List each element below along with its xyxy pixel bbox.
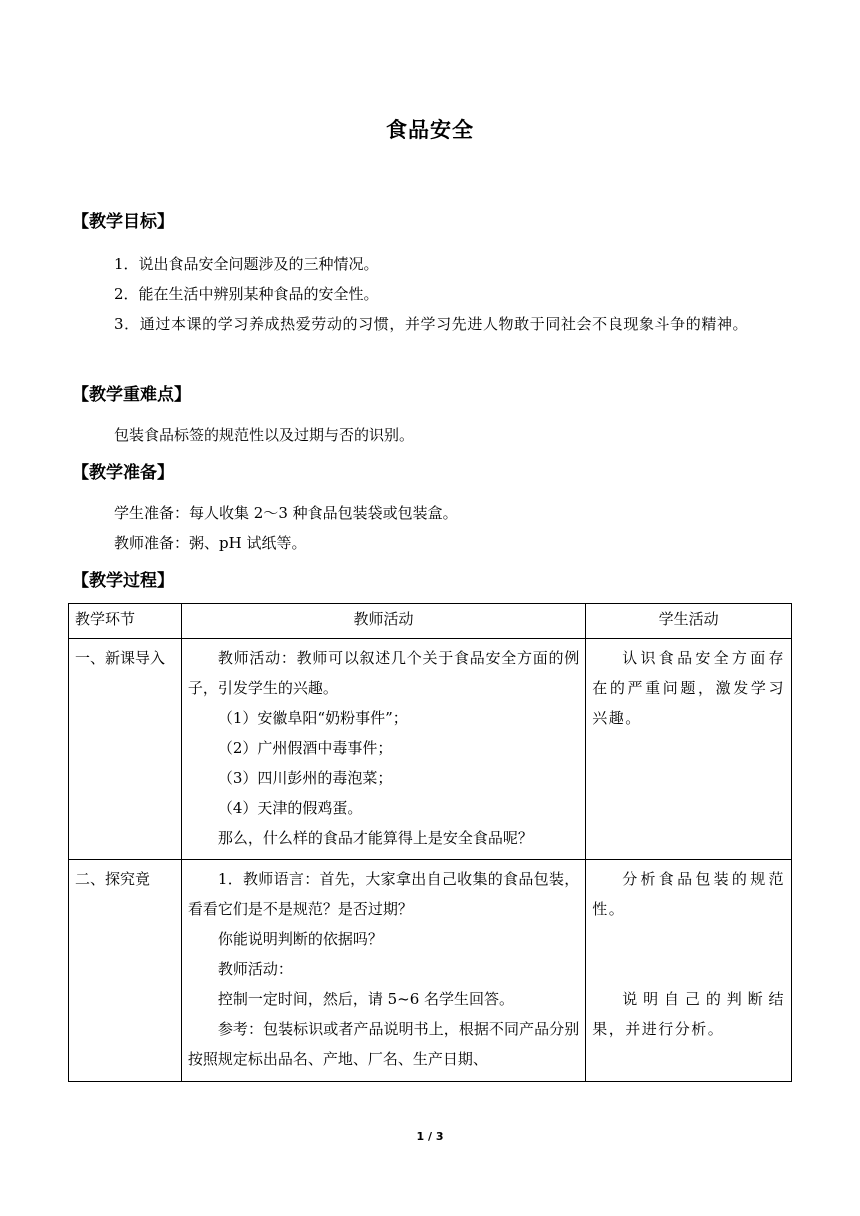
preparation-heading: 【教学准备】 [72, 463, 174, 483]
student-activity-line: 说明自己的判断结果，并进行分析。 [592, 990, 785, 1038]
objectives-list [72, 249, 788, 339]
process-table [68, 603, 792, 1082]
teacher-activity-line: 教师活动：教师可以叙述几个关于食品安全方面的例子，引发学生的兴趣。 [187, 649, 580, 697]
teacher-activity-line: 教师活动： [217, 960, 293, 978]
teacher-activity-line: 那么，什么样的食品才能算得上是安全食品呢？ [217, 829, 533, 847]
teacher-activity-cell [181, 860, 585, 1082]
student-activity-spacer [592, 924, 785, 984]
table-row [69, 639, 792, 860]
stage-cell: 一、新课导入 [69, 639, 182, 860]
column-header-student: 学生活动 [586, 604, 792, 639]
student-activity-cell [586, 860, 792, 1082]
teacher-activity-line: 参考：包装标识或者产品说明书上，根据不同产品分别按照规定标出品名、产地、厂名、生产日期、 [187, 1020, 580, 1068]
objectives-heading: 【教学目标】 [72, 212, 174, 232]
objective-item: 3．通过本课的学习养成热爱劳动的习惯，并学习先进人物敢于同社会不良现象斗争的精神。 [114, 315, 749, 333]
process-heading: 【教学过程】 [72, 571, 174, 591]
stage-cell: 二、探究竟 [69, 860, 182, 1082]
teacher-activity-line: 你能说明判断的依据吗？ [217, 930, 383, 948]
student-activity-line: 分析食品包装的规范性。 [592, 870, 785, 918]
student-preparation: 学生准备：每人收集 2～3 种食品包装袋或包装盒。 [114, 504, 458, 522]
page-number: 1 / 3 [416, 1130, 444, 1143]
teacher-activity-line: （2）广州假酒中毒事件； [217, 739, 393, 757]
objective-item: 2．能在生活中辨别某种食品的安全性。 [114, 285, 379, 303]
teacher-activity-cell [181, 639, 585, 860]
key-points-heading: 【教学重难点】 [72, 385, 191, 405]
key-points-text: 包装食品标签的规范性以及过期与否的识别。 [114, 426, 415, 444]
teacher-activity-line: 1．教师语言：首先，大家拿出自己收集的食品包装，看看它们是不是规范？是否过期？ [187, 870, 580, 918]
objective-item: 1．说出食品安全问题涉及的三种情况。 [114, 255, 379, 273]
table-row [69, 860, 792, 1082]
student-activity-cell [586, 639, 792, 860]
document-title: 食品安全 [386, 118, 474, 142]
teacher-activity-line: 控制一定时间，然后，请 5~6 名学生回答。 [217, 990, 515, 1008]
teacher-activity-line: （4）天津的假鸡蛋。 [217, 799, 363, 817]
column-header-teacher: 教师活动 [181, 604, 585, 639]
student-activity-line: 认识食品安全方面存在的严重问题，激发学习兴趣。 [592, 649, 785, 727]
teacher-activity-line: （1）安徽阜阳“奶粉事件”； [217, 709, 408, 727]
preparation-list [72, 498, 788, 558]
teacher-activity-line: （3）四川彭州的毒泡菜； [217, 769, 393, 787]
teacher-preparation: 教师准备：粥、pH 试纸等。 [114, 534, 307, 552]
column-header-stage: 教学环节 [69, 604, 182, 639]
table-header-row [69, 604, 792, 639]
